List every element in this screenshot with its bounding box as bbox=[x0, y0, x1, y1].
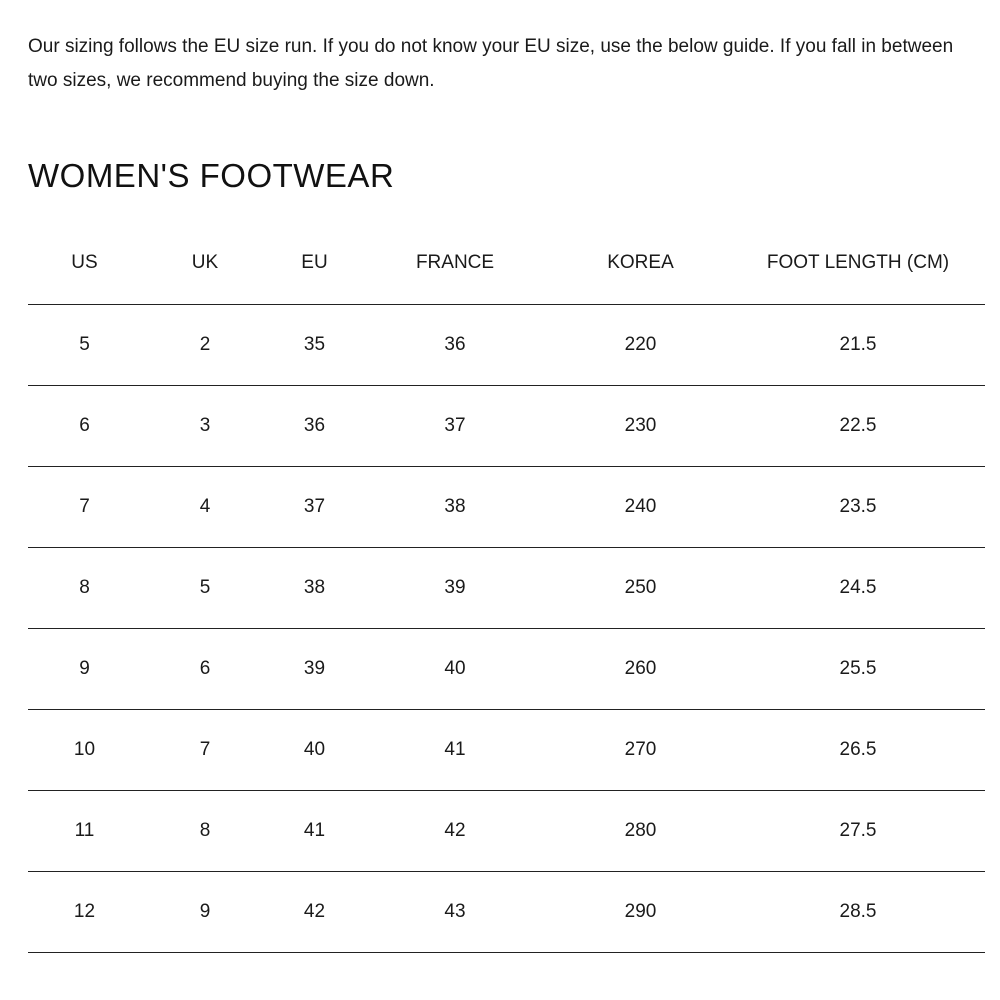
column-header-us: US bbox=[28, 222, 141, 305]
table-row bbox=[28, 710, 985, 791]
cell-france: 42 bbox=[360, 791, 550, 872]
column-header-foot-length: FOOT LENGTH (CM) bbox=[731, 222, 985, 305]
cell-france: 39 bbox=[360, 548, 550, 629]
table-row bbox=[28, 548, 985, 629]
cell-us: 11 bbox=[28, 791, 141, 872]
cell-uk: 9 bbox=[141, 872, 269, 953]
cell-uk: 8 bbox=[141, 791, 269, 872]
cell-france: 36 bbox=[360, 305, 550, 386]
cell-korea: 260 bbox=[550, 629, 731, 710]
cell-us: 6 bbox=[28, 386, 141, 467]
table-row bbox=[28, 629, 985, 710]
cell-foot-length: 24.5 bbox=[731, 548, 985, 629]
cell-france: 43 bbox=[360, 872, 550, 953]
cell-eu: 38 bbox=[269, 548, 360, 629]
cell-france: 37 bbox=[360, 386, 550, 467]
cell-korea: 240 bbox=[550, 467, 731, 548]
cell-foot-length: 22.5 bbox=[731, 386, 985, 467]
cell-eu: 41 bbox=[269, 791, 360, 872]
column-header-eu: EU bbox=[269, 222, 360, 305]
table-row bbox=[28, 872, 985, 953]
cell-eu: 37 bbox=[269, 467, 360, 548]
cell-eu: 40 bbox=[269, 710, 360, 791]
cell-us: 7 bbox=[28, 467, 141, 548]
cell-us: 8 bbox=[28, 548, 141, 629]
table-header-row bbox=[28, 222, 985, 305]
cell-uk: 3 bbox=[141, 386, 269, 467]
cell-eu: 36 bbox=[269, 386, 360, 467]
cell-foot-length: 23.5 bbox=[731, 467, 985, 548]
table-row bbox=[28, 791, 985, 872]
cell-france: 38 bbox=[360, 467, 550, 548]
cell-uk: 2 bbox=[141, 305, 269, 386]
table-row bbox=[28, 467, 985, 548]
cell-uk: 6 bbox=[141, 629, 269, 710]
cell-us: 10 bbox=[28, 710, 141, 791]
cell-eu: 39 bbox=[269, 629, 360, 710]
cell-foot-length: 27.5 bbox=[731, 791, 985, 872]
cell-korea: 250 bbox=[550, 548, 731, 629]
cell-korea: 220 bbox=[550, 305, 731, 386]
table-row bbox=[28, 386, 985, 467]
cell-foot-length: 21.5 bbox=[731, 305, 985, 386]
size-chart-table bbox=[28, 222, 985, 953]
section-heading: WOMEN'S FOOTWEAR bbox=[28, 157, 395, 194]
cell-uk: 5 bbox=[141, 548, 269, 629]
cell-us: 5 bbox=[28, 305, 141, 386]
column-header-france: FRANCE bbox=[360, 222, 550, 305]
cell-us: 9 bbox=[28, 629, 141, 710]
cell-korea: 280 bbox=[550, 791, 731, 872]
table-row bbox=[28, 305, 985, 386]
cell-eu: 42 bbox=[269, 872, 360, 953]
cell-foot-length: 28.5 bbox=[731, 872, 985, 953]
cell-france: 41 bbox=[360, 710, 550, 791]
cell-korea: 270 bbox=[550, 710, 731, 791]
cell-uk: 7 bbox=[141, 710, 269, 791]
column-header-korea: KOREA bbox=[550, 222, 731, 305]
cell-foot-length: 26.5 bbox=[731, 710, 985, 791]
cell-us: 12 bbox=[28, 872, 141, 953]
cell-eu: 35 bbox=[269, 305, 360, 386]
cell-korea: 290 bbox=[550, 872, 731, 953]
size-guide-intro: Our sizing follows the EU size run. If you do not know your EU size, use the below guide. If you fall in between two sizes, we recommend buying the size down. bbox=[28, 36, 954, 91]
cell-foot-length: 25.5 bbox=[731, 629, 985, 710]
cell-uk: 4 bbox=[141, 467, 269, 548]
column-header-uk: UK bbox=[141, 222, 269, 305]
cell-france: 40 bbox=[360, 629, 550, 710]
cell-korea: 230 bbox=[550, 386, 731, 467]
